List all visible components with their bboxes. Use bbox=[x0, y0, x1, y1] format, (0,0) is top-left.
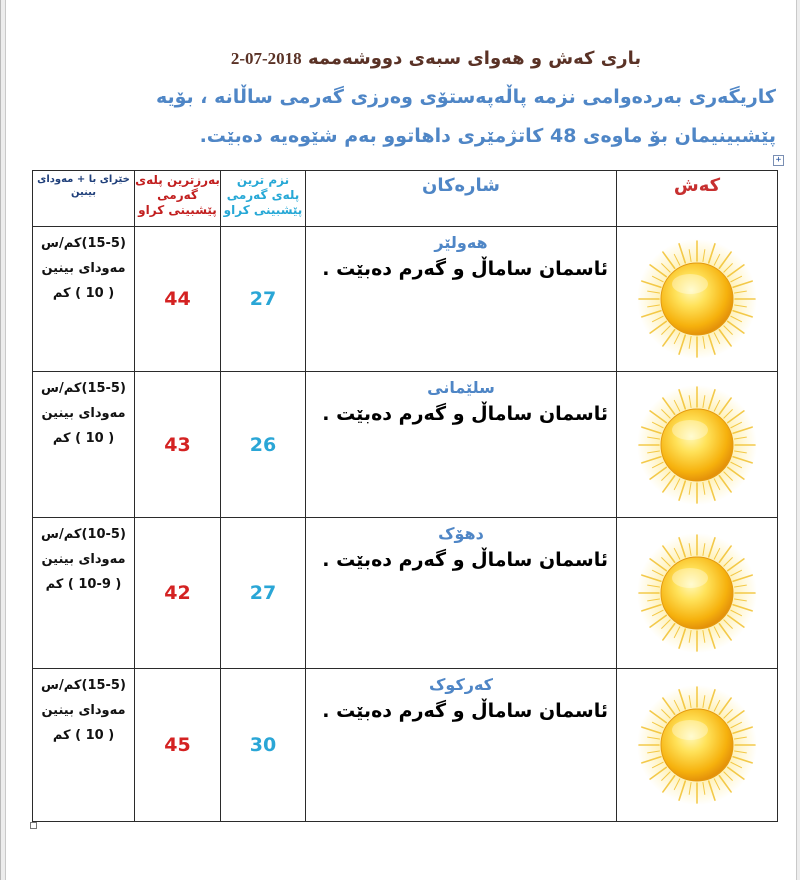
page-title bbox=[186, 48, 686, 78]
visibility-value: ( 10-9 ) کم bbox=[45, 577, 122, 592]
document-page bbox=[5, 0, 797, 880]
wind-speed: (15-5)کم/س bbox=[41, 678, 126, 693]
wind-speed: (10-5)کم/س bbox=[41, 527, 126, 542]
sky-cell bbox=[617, 669, 778, 822]
sky-cell bbox=[617, 518, 778, 669]
visibility-value: ( 10 ) کم bbox=[52, 286, 115, 301]
table-row bbox=[33, 372, 778, 518]
visibility-label: مەودای بینین bbox=[41, 261, 126, 276]
wind-visibility-cell bbox=[33, 669, 135, 822]
header-max-temp: بەرزترین پلەی گەرمی پێشبینی کراو bbox=[135, 171, 221, 227]
city-name: سلێمانی bbox=[427, 378, 495, 397]
sun-icon bbox=[635, 683, 759, 807]
forecast-text: ئاسمان ساماڵ و گەرم دەبێت . bbox=[322, 403, 608, 425]
intro-line-1: کاریگەری بەردەوامی نزمە پاڵەپەستۆی وەرزی گەرمی ساڵانە ، بۆیە bbox=[155, 86, 776, 108]
min-temp-cell: 27 bbox=[221, 518, 306, 669]
city-cell bbox=[306, 518, 617, 669]
sky-cell bbox=[617, 227, 778, 372]
city-name: کەرکوک bbox=[429, 675, 493, 694]
max-temp-cell: 43 bbox=[135, 372, 221, 518]
max-temp-cell: 42 bbox=[135, 518, 221, 669]
sun-icon bbox=[635, 383, 759, 507]
title-date: 2018-07-2 bbox=[230, 49, 302, 68]
visibility-label: مەودای بینین bbox=[41, 406, 126, 421]
table-row bbox=[33, 669, 778, 822]
sun-icon bbox=[635, 237, 759, 361]
min-temp-cell: 30 bbox=[221, 669, 306, 822]
header-sky: کەش bbox=[617, 171, 778, 227]
table-row bbox=[33, 518, 778, 669]
wind-visibility-cell bbox=[33, 518, 135, 669]
table-resize-handle[interactable] bbox=[30, 822, 37, 829]
header-city: شارەکان bbox=[306, 171, 617, 227]
sun-icon bbox=[635, 531, 759, 655]
city-cell bbox=[306, 669, 617, 822]
header-min-temp: نزم ترین پلەی گەرمی پێشبینی کراو bbox=[221, 171, 306, 227]
forecast-text: ئاسمان ساماڵ و گەرم دەبێت . bbox=[322, 258, 608, 280]
min-temp-cell: 26 bbox=[221, 372, 306, 518]
table-header-row bbox=[33, 171, 778, 227]
intro-line-2: پێشبینیمان بۆ ماوەی 48 کاتژمێری داهاتوو بەم شێوەیە دەبێت. bbox=[199, 125, 776, 147]
city-name: دهۆک bbox=[438, 524, 484, 543]
city-name: هەولێر bbox=[434, 233, 488, 252]
window-edge bbox=[0, 0, 1, 880]
wind-visibility-cell bbox=[33, 372, 135, 518]
title-text: باری کەش و هەوای سبەی دووشەممە bbox=[307, 48, 642, 69]
visibility-label: مەودای بینین bbox=[41, 552, 126, 567]
max-temp-cell: 45 bbox=[135, 669, 221, 822]
visibility-value: ( 10 ) کم bbox=[52, 728, 115, 743]
forecast-text: ئاسمان ساماڵ و گەرم دەبێت . bbox=[322, 549, 608, 571]
weather-table bbox=[32, 170, 778, 822]
table-move-handle-icon[interactable]: + bbox=[773, 155, 784, 166]
table-row bbox=[33, 227, 778, 372]
max-temp-cell: 44 bbox=[135, 227, 221, 372]
wind-speed: (15-5)کم/س bbox=[41, 381, 126, 396]
sky-cell bbox=[617, 372, 778, 518]
forecast-text: ئاسمان ساماڵ و گەرم دەبێت . bbox=[322, 700, 608, 722]
city-cell bbox=[306, 227, 617, 372]
header-wind-visibility: خێرای با + مەودای بینین bbox=[33, 171, 135, 227]
wind-speed: (15-5)کم/س bbox=[41, 236, 126, 251]
city-cell bbox=[306, 372, 617, 518]
min-temp-cell: 27 bbox=[221, 227, 306, 372]
visibility-label: مەودای بینین bbox=[41, 703, 126, 718]
wind-visibility-cell bbox=[33, 227, 135, 372]
visibility-value: ( 10 ) کم bbox=[52, 431, 115, 446]
